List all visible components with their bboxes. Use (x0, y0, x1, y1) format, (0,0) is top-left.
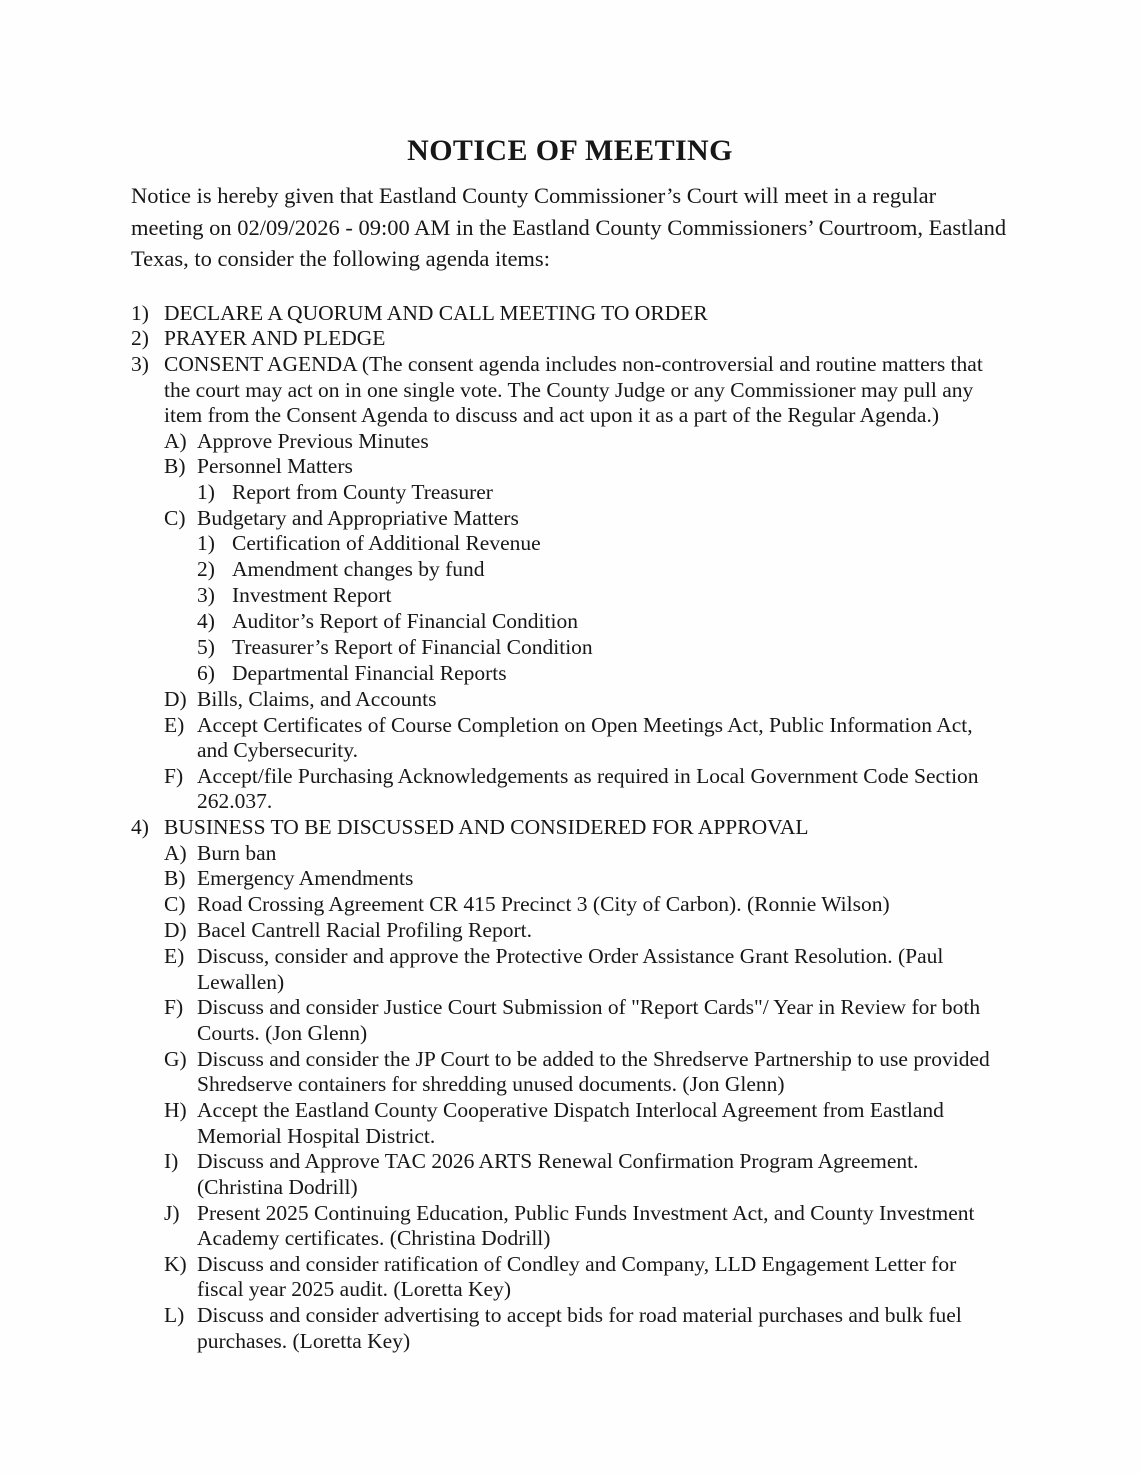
agenda-item-marker: 4) (197, 608, 215, 633)
agenda-item-text: Discuss and Approve TAC 2026 ARTS Renewal Confirmation Program Agreement. (Christina Dodrill) (197, 1149, 919, 1199)
agenda-item-text: Discuss and consider Justice Court Submission of "Report Cards"/ Year in Review for both Courts. (Jon Glenn) (197, 995, 981, 1045)
agenda-item-text: Budgetary and Appropriative Matters (197, 505, 519, 530)
agenda-item-marker: A) (164, 428, 187, 453)
agenda-item-text: Bacel Cantrell Racial Profiling Report. (197, 918, 532, 943)
agenda-item-marker: 5) (197, 634, 215, 659)
agenda-item-text: Investment Report (232, 582, 392, 607)
agenda-item-marker: 3) (131, 352, 149, 377)
agenda-item-marker: 2) (131, 326, 149, 351)
agenda-item-marker: D) (164, 686, 187, 711)
agenda-item (164, 713, 1007, 764)
agenda-item (164, 1149, 1007, 1200)
agenda-item-text: Burn ban (197, 840, 277, 865)
agenda-item (164, 454, 1007, 505)
agenda-item (164, 764, 1007, 815)
agenda-item (164, 892, 1007, 917)
agenda-item (197, 531, 1007, 556)
agenda-item-text: Accept Certificates of Course Completion on Open Meetings Act, Public Information Act, and Cybersecurity. (197, 712, 973, 762)
agenda-item-marker: D) (164, 918, 187, 943)
agenda-item-marker: I) (164, 1149, 179, 1174)
agenda-item-marker: J) (164, 1200, 180, 1225)
agenda-item-text: Departmental Financial Reports (232, 660, 507, 685)
agenda-item (197, 609, 1007, 634)
agenda-item-marker: E) (164, 712, 185, 737)
agenda-item-marker: A) (164, 840, 187, 865)
agenda-item-marker: C) (164, 505, 186, 530)
agenda-item (197, 661, 1007, 686)
agenda-item-text: Auditor’s Report of Financial Condition (232, 608, 578, 633)
agenda-item-text: DECLARE A QUORUM AND CALL MEETING TO ORDER (164, 300, 708, 325)
agenda-item-text: Accept/file Purchasing Acknowledgements as required in Local Government Code Section 262.037. (197, 763, 979, 814)
agenda-sublist-level-3 (197, 531, 1007, 686)
agenda-item (131, 301, 1007, 326)
agenda-sublist-level-2 (164, 841, 1007, 1355)
agenda-item-marker: 6) (197, 660, 215, 685)
agenda-item (164, 1303, 1007, 1354)
agenda-item-text: Bills, Claims, and Accounts (197, 686, 437, 711)
agenda-sublist-level-2 (164, 429, 1007, 815)
agenda-item-text: Discuss and consider ratification of Condley and Company, LLD Engagement Letter for fiscal year 2025 audit. (Loretta Key) (197, 1252, 957, 1302)
agenda-item (197, 557, 1007, 582)
agenda-item-text: Emergency Amendments (197, 866, 414, 891)
agenda-item-marker: 1) (197, 479, 215, 504)
agenda-item-marker: 3) (197, 582, 215, 607)
agenda-item-marker: H) (164, 1098, 187, 1123)
agenda-item (164, 1201, 1007, 1252)
agenda-item-text: PRAYER AND PLEDGE (164, 326, 386, 351)
agenda-item-text: CONSENT AGENDA (The consent agenda includes non-controversial and routine matters that the court may act on in one single vote. The County Judge or any Commissioner may pull any item from the Consent Agenda to discuss and act upon it as a part of the Regular Agenda.) (164, 352, 983, 428)
agenda-item-text: Discuss, consider and approve the Protective Order Assistance Grant Resolution. (Paul Lewallen) (197, 944, 944, 994)
agenda-item-text: Accept the Eastland County Cooperative Dispatch Interlocal Agreement from Eastland Memorial Hospital District. (197, 1098, 944, 1148)
agenda-item (164, 506, 1007, 686)
agenda-item (131, 326, 1007, 351)
agenda-item (164, 1098, 1007, 1149)
agenda-item-text: Approve Previous Minutes (197, 428, 429, 453)
agenda-item-marker: F) (164, 995, 184, 1020)
document-body (131, 180, 1007, 1355)
agenda-item (164, 1252, 1007, 1303)
agenda-item-text: BUSINESS TO BE DISCUSSED AND CONSIDERED FOR APPROVAL (164, 815, 809, 840)
agenda-sublist-level-3 (197, 480, 1007, 505)
agenda-item-marker: L) (164, 1303, 185, 1328)
agenda-item (164, 995, 1007, 1046)
agenda-item (131, 352, 1007, 814)
agenda-item (164, 1047, 1007, 1098)
agenda-item-marker: 1) (131, 300, 149, 325)
agenda-item-marker: B) (164, 866, 186, 891)
agenda-item-marker: F) (164, 763, 184, 788)
agenda-item-text: Certification of Additional Revenue (232, 531, 541, 556)
agenda-item-marker: C) (164, 892, 186, 917)
agenda-item (164, 687, 1007, 712)
agenda-item (197, 635, 1007, 660)
agenda-item-marker: 2) (197, 557, 215, 582)
agenda-item (164, 429, 1007, 454)
agenda-item-marker: G) (164, 1046, 187, 1071)
agenda-item (164, 918, 1007, 943)
agenda-item (197, 583, 1007, 608)
agenda-item-marker: K) (164, 1252, 187, 1277)
agenda-item-text: Discuss and consider the JP Court to be added to the Shredserve Partnership to use provided Shredserve containers for shredding unused documents. (Jon Glenn) (197, 1046, 990, 1097)
agenda-item (197, 480, 1007, 505)
agenda-item-text: Road Crossing Agreement CR 415 Precinct 3 (City of Carbon). (Ronnie Wilson) (197, 892, 890, 917)
agenda-item-text: Personnel Matters (197, 454, 353, 479)
agenda-item (164, 866, 1007, 891)
agenda-item-marker: B) (164, 454, 186, 479)
agenda-item-text: Discuss and consider advertising to accept bids for road material purchases and bulk fuel purchases. (Loretta Key) (197, 1303, 962, 1353)
agenda-list (131, 301, 1007, 1355)
agenda-item-marker: 1) (197, 531, 215, 556)
agenda-item (131, 815, 1007, 1354)
agenda-item-marker: E) (164, 944, 185, 969)
agenda-item-text: Amendment changes by fund (232, 557, 485, 582)
agenda-item-text: Present 2025 Continuing Education, Public Funds Investment Act, and County Investment Academy certificates. (Christina Dodrill) (197, 1200, 975, 1251)
page-title: NOTICE OF MEETING (407, 134, 733, 168)
agenda-item-marker: 4) (131, 815, 149, 840)
agenda-item (164, 841, 1007, 866)
agenda-item-text: Treasurer’s Report of Financial Condition (232, 634, 593, 659)
agenda-item-text: Report from County Treasurer (232, 479, 493, 504)
agenda-item (164, 944, 1007, 995)
notice-intro-paragraph: Notice is hereby given that Eastland County Commissioner’s Court will meet in a regular meeting on 02/09/2026 - 09:00 AM in the Eastland County Commissioners’ Courtroom, Eastland Texas, to consider the following agenda items: (131, 183, 1007, 271)
